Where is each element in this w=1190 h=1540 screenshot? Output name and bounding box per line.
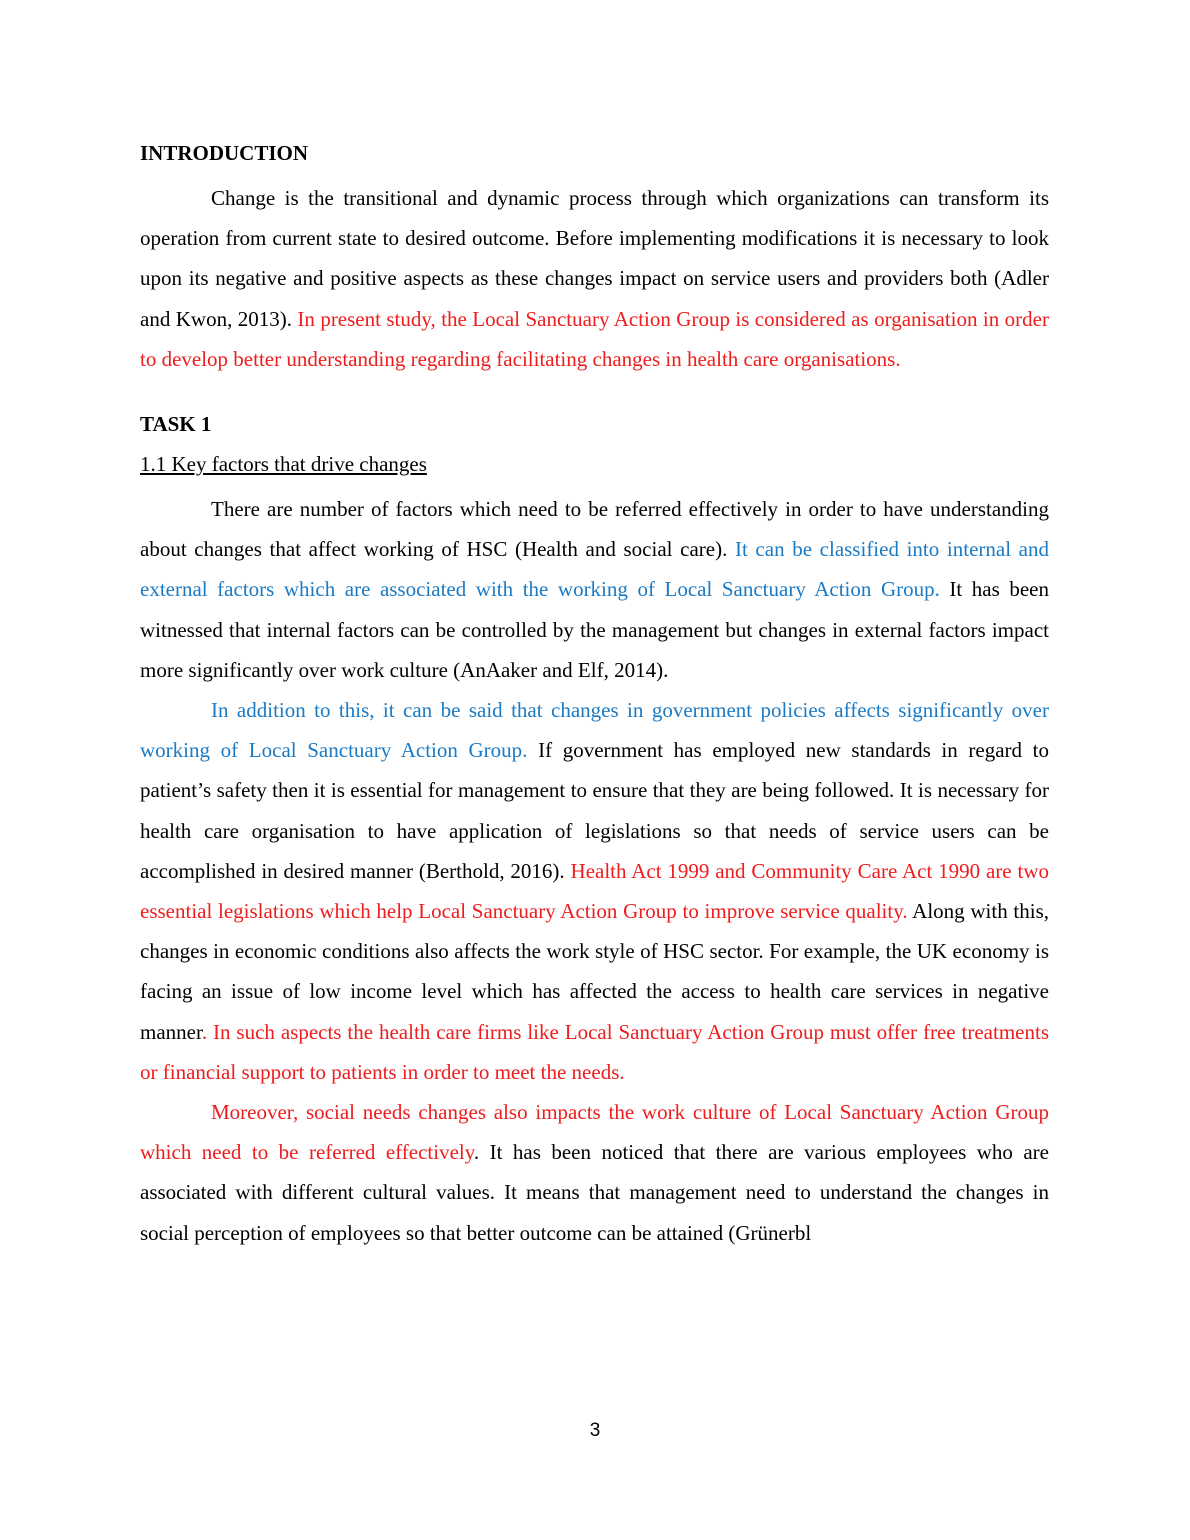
p1-text-1: There are number of factors which need to be referred effectively in order to have understanding about changes that affect working of HSC (Health and social care). — [140, 497, 1049, 562]
p3-text: . It has been noticed that there are various employees who are associated with different cultural values. It means that management need to understand the changes in social perception of employees so that better outcome can be attained (Grünerbl — [140, 1140, 1049, 1245]
page-number: 3 — [589, 1420, 601, 1441]
introduction-heading: INTRODUCTION — [140, 141, 309, 165]
intro-text: Change is the transitional and dynamic process through which organizations can transform its operation from current state to desired outcome. Before implementing modifications it is necessary to look upon its negative and positive aspects as these changes impact on service users and providers both (Adler and Kwon, 2013). — [140, 186, 1049, 331]
p2-text-1: If government has employed new standards in regard to patient’s safety then it is essential for management to ensure that they are being followed. It is necessary for health care organisation to have application of legislations so that needs of service users can be accomplished in desired manner (Berthold, 2016). — [140, 738, 1049, 883]
task1-paragraph-2 — [140, 690, 1049, 1092]
p1-highlight-blue: It can be classified into internal and external factors which are associated with the working of Local Sanctuary Action Group. — [140, 537, 1049, 602]
document-page — [140, 138, 1049, 1253]
p3-highlight-red: Moreover, social needs changes also impacts the work culture of Local Sanctuary Action Group which need to be referred effectively — [140, 1100, 1049, 1165]
p2-highlight-red-1: Health Act 1999 and Community Care Act 1990 are two essential legislations which help Local Sanctuary Action Group to improve service quality. — [140, 858, 1049, 924]
key-factors-subheading: 1.1 Key factors that drive changes — [140, 452, 427, 477]
p1-text-2: It has been witnessed that internal factors can be controlled by the management but changes in external factors impact more significantly over work culture (AnAaker and Elf, 2014). — [140, 577, 1049, 682]
task1-paragraph-3 — [140, 1092, 1049, 1253]
task1-paragraph-1 — [140, 489, 1049, 690]
task1-heading: TASK 1 — [140, 412, 212, 437]
p2-text-2: Along with this, changes in economic conditions also affects the work style of HSC sector. For example, the UK economy is facing an issue of low income level which has affected the access to health care services in negative manner — [140, 899, 1049, 1044]
p2-highlight-blue: In addition to this, it can be said that changes in government policies affects significantly over working of Local Sanctuary Action Group. — [140, 698, 1049, 763]
p2-highlight-red-2: . In such aspects the health care firms like Local Sanctuary Action Group must offer free treatments or financial support to patients in order to meet the needs. — [140, 1019, 1049, 1084]
intro-highlight-red: In present study, the Local Sanctuary Action Group is considered as organisation in order to develop better understanding regarding facilitating changes in health care organisations. — [140, 306, 1049, 371]
intro-paragraph — [140, 178, 1049, 379]
